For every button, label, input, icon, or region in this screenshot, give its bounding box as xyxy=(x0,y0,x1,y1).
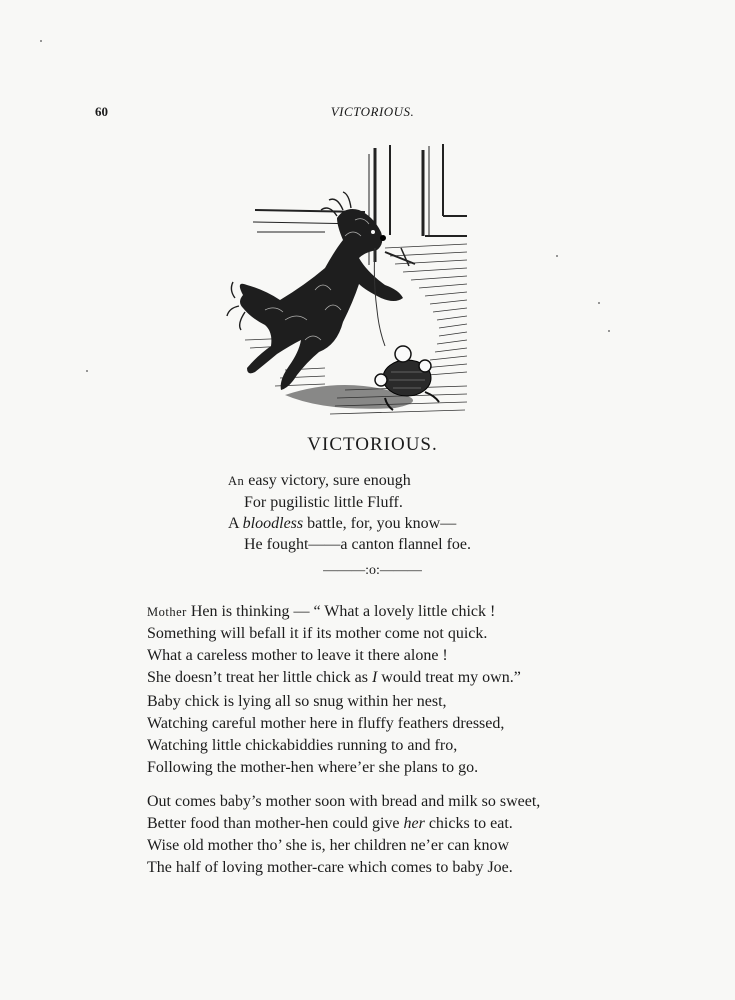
paper-speck xyxy=(40,40,42,42)
verse-text: easy victory, sure enough xyxy=(244,472,411,489)
emphasis: her xyxy=(403,815,425,832)
verse-line: Out comes baby’s mother soon with bread and milk so sweet, xyxy=(147,793,541,810)
verse-line xyxy=(147,601,521,623)
paper-speck xyxy=(86,370,88,372)
poem-title: VICTORIOUS. xyxy=(307,434,438,455)
page-number: 60 xyxy=(95,104,108,119)
verse-line xyxy=(147,813,540,835)
stanza xyxy=(147,691,504,779)
verse-line: He fought——a canton flannel foe. xyxy=(244,536,472,553)
verse-line: Following the mother-hen where’er she plans to go. xyxy=(147,759,479,776)
verse-line: Watching careful mother here in fluffy feathers dressed, xyxy=(147,715,505,732)
emphasis: bloodless xyxy=(242,515,304,532)
verse-line xyxy=(147,667,521,689)
running-head: VICTORIOUS. xyxy=(330,104,415,119)
verse-line xyxy=(228,470,471,492)
verse-line: Watching little chickabiddies running to and fro, xyxy=(147,737,458,754)
emphasis: I xyxy=(371,669,378,686)
poem-verse xyxy=(228,470,471,555)
verse-text: A xyxy=(228,515,243,532)
verse-line: The half of loving mother-care which comes to baby Joe. xyxy=(147,859,513,876)
drop-word: Mother xyxy=(147,605,187,619)
verse-text: chicks to eat. xyxy=(424,815,513,832)
verse-text: battle, for, you know— xyxy=(303,515,457,532)
paper-speck xyxy=(608,330,610,332)
stanza xyxy=(147,791,540,879)
stanza xyxy=(147,601,521,689)
verse-line: Wise old mother tho’ she is, her children ne’er can know xyxy=(147,837,510,854)
verse-text: would treat my own.” xyxy=(377,669,521,686)
verse-line: Something will befall it if its mother come not quick. xyxy=(147,625,488,642)
verse-text: She doesn’t treat her little chick as xyxy=(147,669,372,686)
dog-with-toy-engraving-icon xyxy=(225,140,475,425)
section-divider: ———:o:——— xyxy=(323,563,422,578)
paper-speck xyxy=(556,255,558,257)
verse-text: Better food than mother-hen could give xyxy=(147,815,404,832)
verse-text: Hen is thinking — “ What a lovely little chick ! xyxy=(186,603,496,620)
drop-word: An xyxy=(228,474,245,488)
verse-line: What a careless mother to leave it there alone ! xyxy=(147,647,448,664)
paper-speck xyxy=(598,302,600,304)
verse-line: Baby chick is lying all so snug within her nest, xyxy=(147,693,447,710)
verse-line: For pugilistic little Fluff. xyxy=(244,494,403,511)
verse-line xyxy=(228,513,471,534)
